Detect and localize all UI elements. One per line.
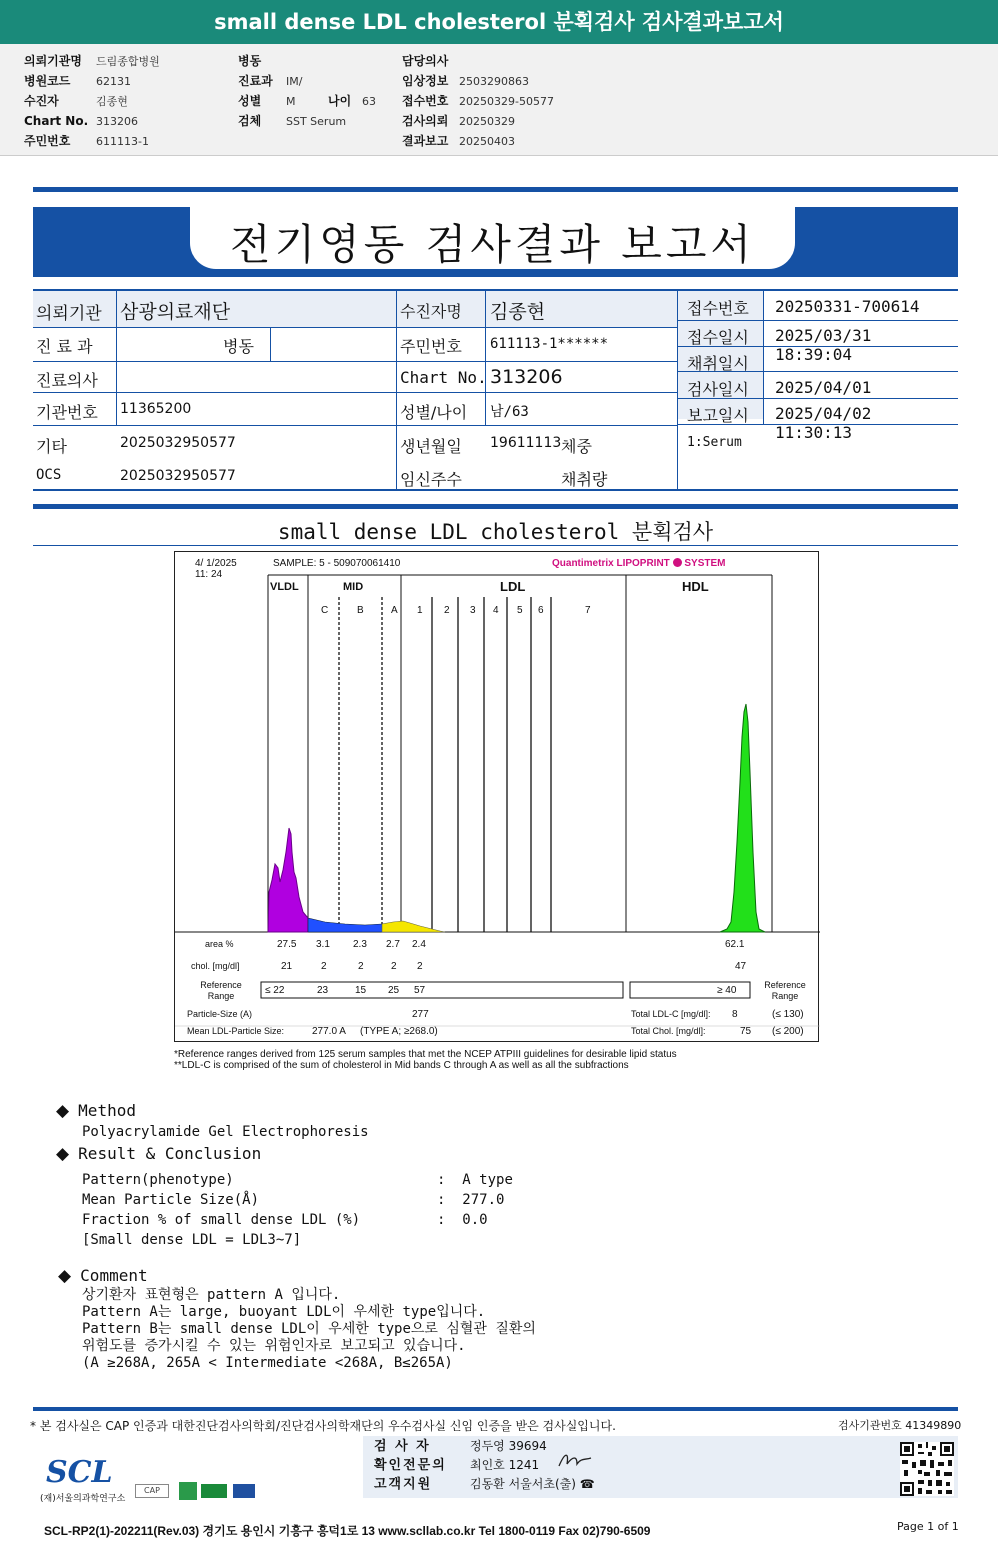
info-label: 진료과	[238, 74, 273, 88]
result-label: Mean Particle Size(Å)	[82, 1192, 260, 1208]
result-title: Result & Conclusion	[78, 1144, 262, 1163]
cert-logos-icon: CAP	[135, 1480, 257, 1502]
info-value: 313206	[96, 115, 138, 128]
subband-label-3: 3	[470, 605, 476, 616]
signature-icon	[555, 1450, 595, 1472]
band-label-mid: MID	[343, 581, 364, 593]
result-value: 277.0	[462, 1192, 505, 1208]
result-row: Mean Particle Size(Å) : 277.0	[82, 1192, 505, 1208]
info-col-2	[238, 50, 398, 130]
staff-name: 김동환 서울서초(출) ☎	[470, 1477, 595, 1491]
label-doctor: 진료의사	[36, 371, 98, 390]
comment-lines	[82, 1287, 536, 1372]
qr-code-icon	[900, 1442, 954, 1496]
info-label: 검사의뢰	[402, 114, 449, 128]
ref-label-right: Reference Range	[764, 980, 806, 1001]
chol-label: chol. [mg/dl]	[191, 961, 240, 971]
ref-value: 57	[414, 985, 426, 996]
total-chol-label: Total Chol. [mg/dl]:	[631, 1026, 706, 1036]
ref-value: 23	[317, 985, 329, 996]
staff-role: 검 사 자	[374, 1439, 431, 1454]
ldl-peak	[382, 921, 445, 932]
info-row	[24, 130, 234, 150]
diamond-bullet-icon: ◆	[56, 1101, 70, 1121]
report-header-title: small dense LDL cholesterol 분획검사 검사결과보고서	[0, 0, 998, 44]
result-rows	[82, 1170, 513, 1250]
mean-size-label: Mean LDL-Particle Size:	[187, 1026, 285, 1036]
area-value: 27.5	[277, 939, 297, 950]
info-value: 20250329	[459, 115, 515, 128]
band-label-ldl: LDL	[500, 579, 526, 594]
subband-label-6: 6	[538, 605, 544, 616]
total-ldl-ref: (≤ 130)	[772, 1009, 804, 1020]
info-value: 김종현	[96, 95, 128, 108]
info-label: 접수번호	[402, 94, 449, 108]
label-resident-no: 주민번호	[400, 337, 462, 356]
label-pregnancy-week: 임신주수	[400, 470, 462, 489]
result-row: Fraction % of small dense LDL (%) : 0.0	[82, 1212, 488, 1228]
comment-line: 상기환자 표현형은 pattern A 입니다.	[82, 1287, 341, 1303]
comment-line: Pattern A는 large, buoyant LDL이 우세한 type입니다.	[82, 1304, 486, 1320]
total-ldl-value: 8	[732, 1009, 738, 1020]
section-rule	[33, 504, 958, 509]
method-text: Polyacrylamide Gel Electrophoresis	[82, 1124, 369, 1140]
value-etc: 2025032950577	[120, 435, 236, 451]
label-chart-no: Chart No.	[400, 368, 487, 387]
info-row	[402, 110, 642, 130]
ref-label: Reference Range	[200, 980, 242, 1001]
footnote-2: **LDL-C is comprised of the sum of cholesterol in Mid bands C through A as well as all the subfractions	[174, 1060, 629, 1071]
info-value: 드림종합병원	[96, 55, 160, 68]
info-label: 병원코드	[24, 74, 71, 88]
info-value: M	[286, 95, 296, 108]
area-label: area %	[205, 939, 234, 949]
info-label: 주민번호	[24, 134, 71, 148]
particle-size-label: Particle-Size (A)	[187, 1009, 253, 1019]
subband-label-b: B	[357, 605, 364, 616]
result-row: Pattern(phenotype) : A type	[82, 1172, 513, 1188]
info-label: 임상정보	[402, 74, 449, 88]
label-receipt-no: 접수번호	[687, 299, 749, 318]
chol-value: 2	[417, 961, 423, 972]
info-row	[402, 70, 642, 90]
chart-brand	[552, 558, 725, 569]
info-label: 결과보고	[402, 134, 449, 148]
subband-label-1: 1	[417, 605, 423, 616]
info-col-3	[402, 50, 642, 150]
patient-info-box	[0, 44, 998, 156]
label-collection-volume: 채취량	[561, 470, 608, 489]
area-value: 2.7	[386, 939, 400, 950]
result-note: [Small dense LDL = LDL3~7]	[82, 1232, 302, 1248]
ref-value: 25	[388, 985, 400, 996]
staff-name: 정두영 39694	[470, 1439, 547, 1453]
result-value: 0.0	[462, 1212, 488, 1228]
label-sex-age: 성별/나이	[400, 403, 468, 422]
label-ocs: OCS	[36, 467, 62, 483]
label-collection-time: 채취일시	[687, 354, 749, 373]
info-col-1	[24, 50, 234, 150]
area-value: 2.4	[412, 939, 426, 950]
brand-logo-icon	[673, 558, 682, 567]
total-chol-ref: (≤ 200)	[772, 1026, 804, 1037]
top-rule	[33, 187, 958, 192]
subband-label-4: 4	[493, 605, 499, 616]
footer-address: SCL-RP2(1)-202211(Rev.03) 경기도 용인시 기흥구 흥덕1로 13 www.scllab.co.kr Tel 1800-0119 Fax 02)790-6509	[44, 1524, 651, 1538]
method-section	[56, 1101, 136, 1121]
info-value: 62131	[96, 75, 131, 88]
label-report-time: 보고일시	[687, 406, 749, 425]
value-birthdate: 19611113	[490, 435, 562, 451]
chol-value: 2	[391, 961, 397, 972]
age-label: 나이	[328, 94, 352, 108]
info-value: SST Serum	[286, 115, 347, 128]
age-value: 63	[362, 95, 376, 108]
value-specimen-note: 1:Serum	[687, 435, 742, 450]
label-org-no: 기관번호	[36, 403, 98, 422]
info-row	[402, 90, 642, 110]
scl-logo-subtitle: (재)서울의과학연구소	[40, 1494, 126, 1504]
mean-size-type: (TYPE A; ≥268.0)	[360, 1026, 438, 1037]
staff-role: 확인전문의	[374, 1458, 447, 1473]
info-row	[24, 70, 234, 90]
info-label: 의뢰기관명	[24, 54, 82, 68]
chol-value: 47	[735, 961, 747, 972]
brand-text: Quantimetrix LIPOPRINT	[552, 558, 670, 569]
ref-value: 15	[355, 985, 367, 996]
chart-sample: SAMPLE: 5 - 509070061410	[273, 558, 401, 569]
info-row	[24, 110, 234, 130]
staff-row	[374, 1475, 595, 1494]
footnote-1: *Reference ranges derived from 125 serum samples that met the NCEP ATPIII guidelines for desirable lipid status	[174, 1049, 677, 1060]
total-ldl-label: Total LDL-C [mg/dl]:	[631, 1009, 711, 1019]
footer-rule	[33, 1407, 958, 1411]
section-title: small dense LDL cholesterol 분획검사	[277, 520, 714, 544]
label-etc: 기타	[36, 437, 67, 456]
label-department: 진 료 과	[36, 337, 93, 356]
result-label: Pattern(phenotype)	[82, 1172, 234, 1188]
vldl-peak	[268, 828, 308, 932]
comment-section	[58, 1266, 148, 1286]
particle-size-value: 277	[412, 1009, 429, 1020]
comment-line: 위험도를 증가시킬 수 있는 위험인자로 보고되고 있습니다.	[82, 1338, 466, 1354]
ref-box-ldl	[261, 982, 623, 998]
staff-role: 고객지원	[374, 1477, 433, 1492]
subband-label-c: C	[321, 605, 329, 616]
info-label: Chart No.	[24, 114, 89, 128]
chart-date: 4/ 1/2025	[195, 558, 237, 569]
brand-text-2: SYSTEM	[684, 558, 726, 569]
diamond-bullet-icon: ◆	[58, 1266, 72, 1286]
band-label-hdl: HDL	[682, 579, 709, 594]
info-row	[238, 90, 398, 110]
area-value: 62.1	[725, 939, 745, 950]
value-resident-no: 611113-1******	[490, 336, 609, 352]
value-receipt-time: 2025/03/31 18:39:04	[775, 326, 872, 364]
report-info-table	[33, 289, 958, 491]
lipoprint-chart	[174, 551, 819, 1042]
comment-line: (A ≥268A, 265A < Intermediate <268A, B≤265A)	[82, 1355, 453, 1371]
info-row	[238, 110, 398, 130]
chol-value: 2	[358, 961, 364, 972]
label-test-date: 검사일시	[687, 380, 749, 399]
label-receipt-time: 접수일시	[687, 328, 749, 347]
subband-label-a: A	[391, 605, 398, 616]
info-value: 611113-1	[96, 135, 149, 148]
method-title: Method	[78, 1101, 136, 1120]
mean-size-value: 277.0 A	[312, 1026, 346, 1037]
value-ocs: 2025032950577	[120, 468, 236, 484]
value-sex-age: 남/63	[490, 404, 529, 420]
value-institution: 삼광의료재단	[120, 301, 231, 323]
info-label: 성별	[238, 94, 262, 108]
info-label: 담당의사	[402, 54, 449, 68]
value-receipt-no: 20250331-700614	[775, 297, 920, 316]
scl-logo: SCL	[46, 1455, 113, 1490]
info-label: 병동	[238, 54, 262, 68]
label-institution: 의뢰기관	[36, 304, 102, 324]
info-row	[24, 90, 234, 110]
subband-label-2: 2	[444, 605, 450, 616]
chol-value: 21	[281, 961, 293, 972]
footer-certification: * 본 검사실은 CAP 인증과 대한진단검사의학회/진단검사의학재단의 우수검사실 신임 인증을 받은 검사실입니다.	[30, 1419, 616, 1433]
info-value: 20250329-50577	[459, 95, 554, 108]
label-weight: 체중	[561, 437, 592, 456]
chart-svg	[175, 552, 820, 1043]
value-patient-name: 김종현	[490, 301, 546, 323]
info-value: 20250403	[459, 135, 515, 148]
label-patient-name: 수진자명	[400, 302, 462, 321]
info-row	[402, 50, 642, 70]
value-report-time: 2025/04/02 11:30:13	[775, 404, 872, 442]
ref-value: ≤ 22	[265, 985, 285, 996]
result-section	[56, 1144, 261, 1164]
staff-name: 최인호 1241	[470, 1458, 540, 1472]
info-row	[24, 50, 234, 70]
label-birthdate: 생년월일	[400, 437, 462, 456]
area-value: 2.3	[353, 939, 367, 950]
info-row	[238, 70, 398, 90]
subband-label-5: 5	[517, 605, 523, 616]
value-department: 병동	[223, 337, 254, 356]
section-underline	[33, 545, 958, 546]
value-org-no: 11365200	[120, 401, 192, 417]
hdl-peak	[720, 704, 765, 932]
info-row	[402, 130, 642, 150]
area-value: 3.1	[316, 939, 330, 950]
diamond-bullet-icon: ◆	[56, 1144, 70, 1164]
info-row	[238, 50, 398, 70]
info-label: 검체	[238, 114, 262, 128]
total-chol-value: 75	[740, 1026, 752, 1037]
value-chart-no: 313206	[490, 366, 563, 388]
comment-line: Pattern B는 small dense LDL이 우세한 type으로 심혈관 질환의	[82, 1321, 536, 1337]
ref-value-hdl: ≥ 40	[717, 985, 737, 996]
info-value: IM/	[286, 75, 303, 88]
chart-time: 11: 24	[195, 569, 223, 580]
report-title: 전기영동 검사결과 보고서	[230, 220, 755, 269]
info-value: 2503290863	[459, 75, 529, 88]
result-value: A type	[462, 1172, 513, 1188]
value-test-date: 2025/04/01	[775, 378, 872, 397]
result-label: Fraction % of small dense LDL (%)	[82, 1212, 361, 1228]
footer-institution-no: 검사기관번호 41349890	[838, 1419, 962, 1432]
subband-label-7: 7	[585, 605, 591, 616]
info-label: 수진자	[24, 94, 59, 108]
chol-value: 2	[321, 961, 327, 972]
page-number: Page 1 of 1	[897, 1520, 959, 1533]
band-label-vldl: VLDL	[270, 581, 299, 593]
comment-title: Comment	[80, 1266, 148, 1285]
